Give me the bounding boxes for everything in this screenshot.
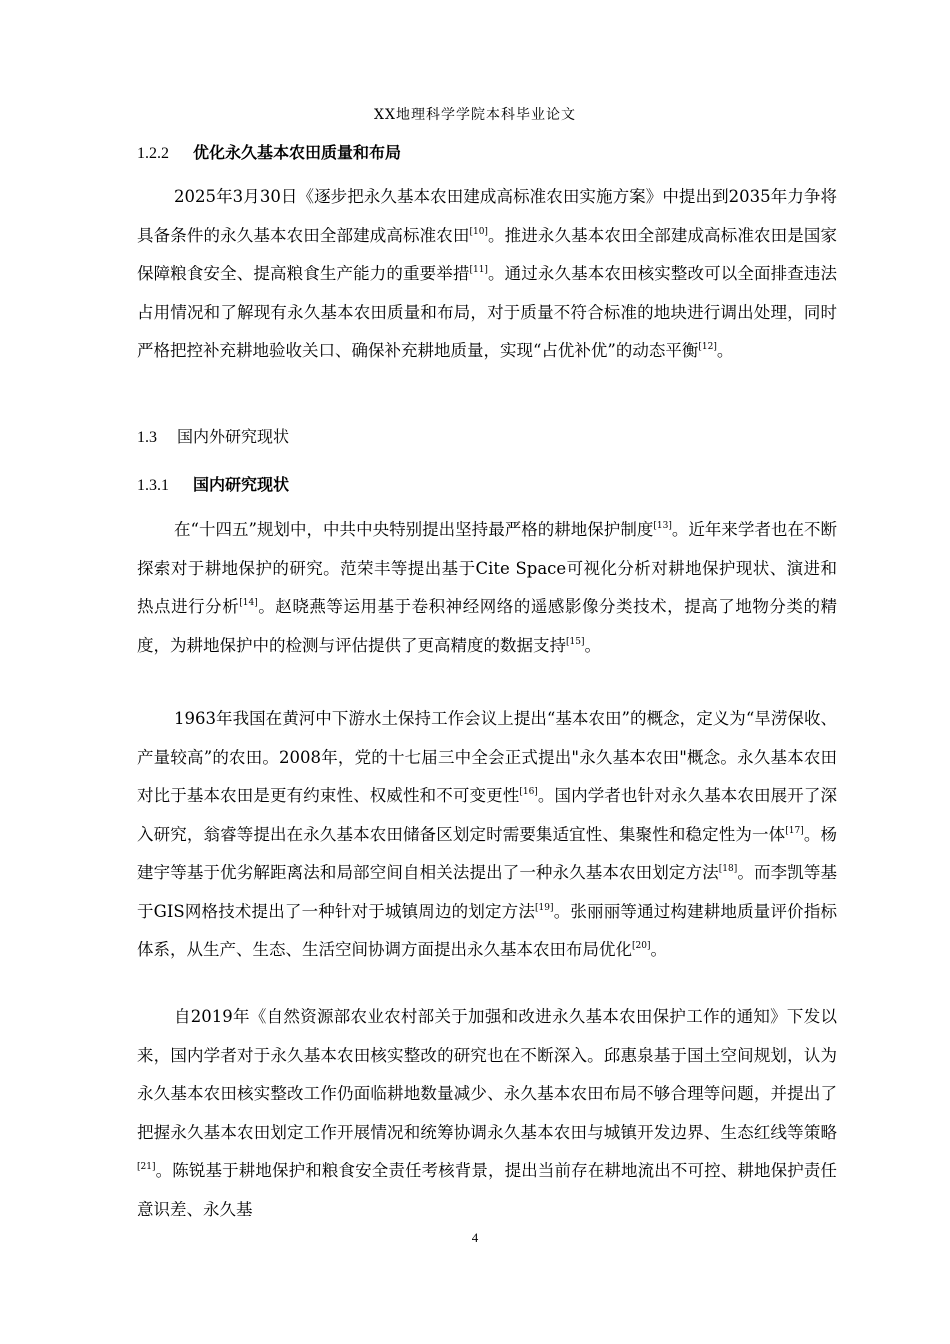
section-title: 国内外研究现状	[177, 427, 290, 446]
paragraph-text: 。张丽丽等通过构建耕地质量评价指标体系，从生产、生态、生活空间协调方面提出永久基本农田布局优化	[137, 901, 837, 959]
page-number: 4	[471, 1230, 479, 1245]
paragraph-text: 在“十四五”规划中，中共中央特别提出坚持最严格的耕地保护制度	[174, 520, 654, 539]
paragraph-2	[137, 511, 837, 665]
paragraph-text: 。	[716, 341, 734, 360]
paragraph-text: 。	[584, 635, 601, 655]
paragraph-text: 。而李凯等基于GIS网格技术提出了一种针对于城镇周边的划定方法	[137, 863, 838, 921]
citation: [20]	[632, 941, 651, 951]
section-number: 1.2.2	[137, 145, 169, 162]
citation: [10]	[469, 226, 488, 237]
citation: [11]	[469, 265, 488, 275]
section-title: 优化永久基本农田质量和布局	[193, 143, 402, 162]
citation: [21]	[137, 1162, 156, 1172]
paragraph-4	[137, 998, 837, 1229]
paragraph-1	[137, 178, 837, 371]
paragraph-text: 。	[650, 940, 667, 959]
section-heading-1-3	[137, 424, 289, 447]
section-number: 1.3.1	[137, 477, 169, 494]
citation: [17]	[785, 825, 804, 836]
paragraph-text: 1963年我国在黄河中下游水土保持工作会议上提出“基本农田”的概念，定义为“旱涝保收、产量较高”的农田。2008年，党的十七届三中全会正式提出"永久基本农田"概念。永久基本农田对比于基本农田是更有约束性、权威性和不可变更性	[137, 709, 837, 805]
citation: [15]	[566, 636, 585, 647]
paragraph-text: 自2019年《自然资源部农业农村部关于加强和改进永久基本农田保护工作的通知》下发以来，国内学者对于永久基本农田核实整改的研究也在不断深入。邱惠泉基于国土空间规划，认为永久基本农田核实整改工作仍面临耕地数量减少、永久基本农田布局不够合理等问题，并提出了把握永久基本农田划定工作开展情况和统筹协调永久基本农田与城镇开发边界、生态红线等策略	[137, 1007, 837, 1142]
citation: [12]	[698, 342, 717, 352]
paragraph-text: 。推进永久基本农田全部建成高标准农田是国家保障粮食安全、提高粮食生产能力的重要举措	[137, 225, 838, 283]
section-title: 国内研究现状	[193, 475, 290, 494]
paragraph-3	[137, 700, 837, 970]
paragraph-text: 。国内学者也针对永久基本农田展开了深入研究，翁睿等提出在永久基本农田储备区划定时需要集适宜性、集聚性和稳定性为一体	[137, 786, 838, 844]
citation: [19]	[535, 902, 554, 913]
paragraph-text: 。通过永久基本农田核实整改可以全面排查违法占用情况和了解现有永久基本农田质量和布局，对于质量不符合标准的地块进行调出处理，同时严格把控补充耕地验收关口、确保补充耕地质量，实现“占优补优”的动态平衡	[137, 264, 838, 360]
section-number: 1.3	[137, 429, 157, 446]
citation: [16]	[519, 787, 538, 797]
paragraph-text: 2025年3月30日《逐步把永久基本农田建成高标准农田实施方案》中提出到2035年力争将具备条件的永久基本农田全部建成高标准农田	[137, 187, 837, 245]
citation: [13]	[653, 521, 672, 531]
section-heading-1-2-2	[137, 140, 401, 163]
paragraph-text: 。近年来学者也在不断探索对于耕地保护的研究。范荣丰等提出基于Cite Space可视化分析对耕地保护现状、演进和热点进行分析	[137, 520, 838, 616]
paragraph-text: 。赵晓燕等运用基于卷积神经网络的遥感影像分类技术，提高了地物分类的精度，为耕地保护中的检测与评估提供了更高精度的数据支持	[137, 597, 838, 655]
citation: [18]	[718, 864, 738, 874]
page-header: XX地理科学学院本科毕业论文	[374, 107, 576, 123]
section-heading-1-3-1	[137, 472, 289, 495]
paragraph-text: 。陈锐基于耕地保护和粮食安全责任考核背景，提出当前存在耕地流出不可控、耕地保护责任意识差、永久基	[137, 1161, 837, 1219]
citation: [14]	[239, 598, 258, 608]
paragraph-text: 。杨建宇等基于优劣解距离法和局部空间自相关法提出了一种永久基本农田划定方法	[137, 824, 838, 882]
